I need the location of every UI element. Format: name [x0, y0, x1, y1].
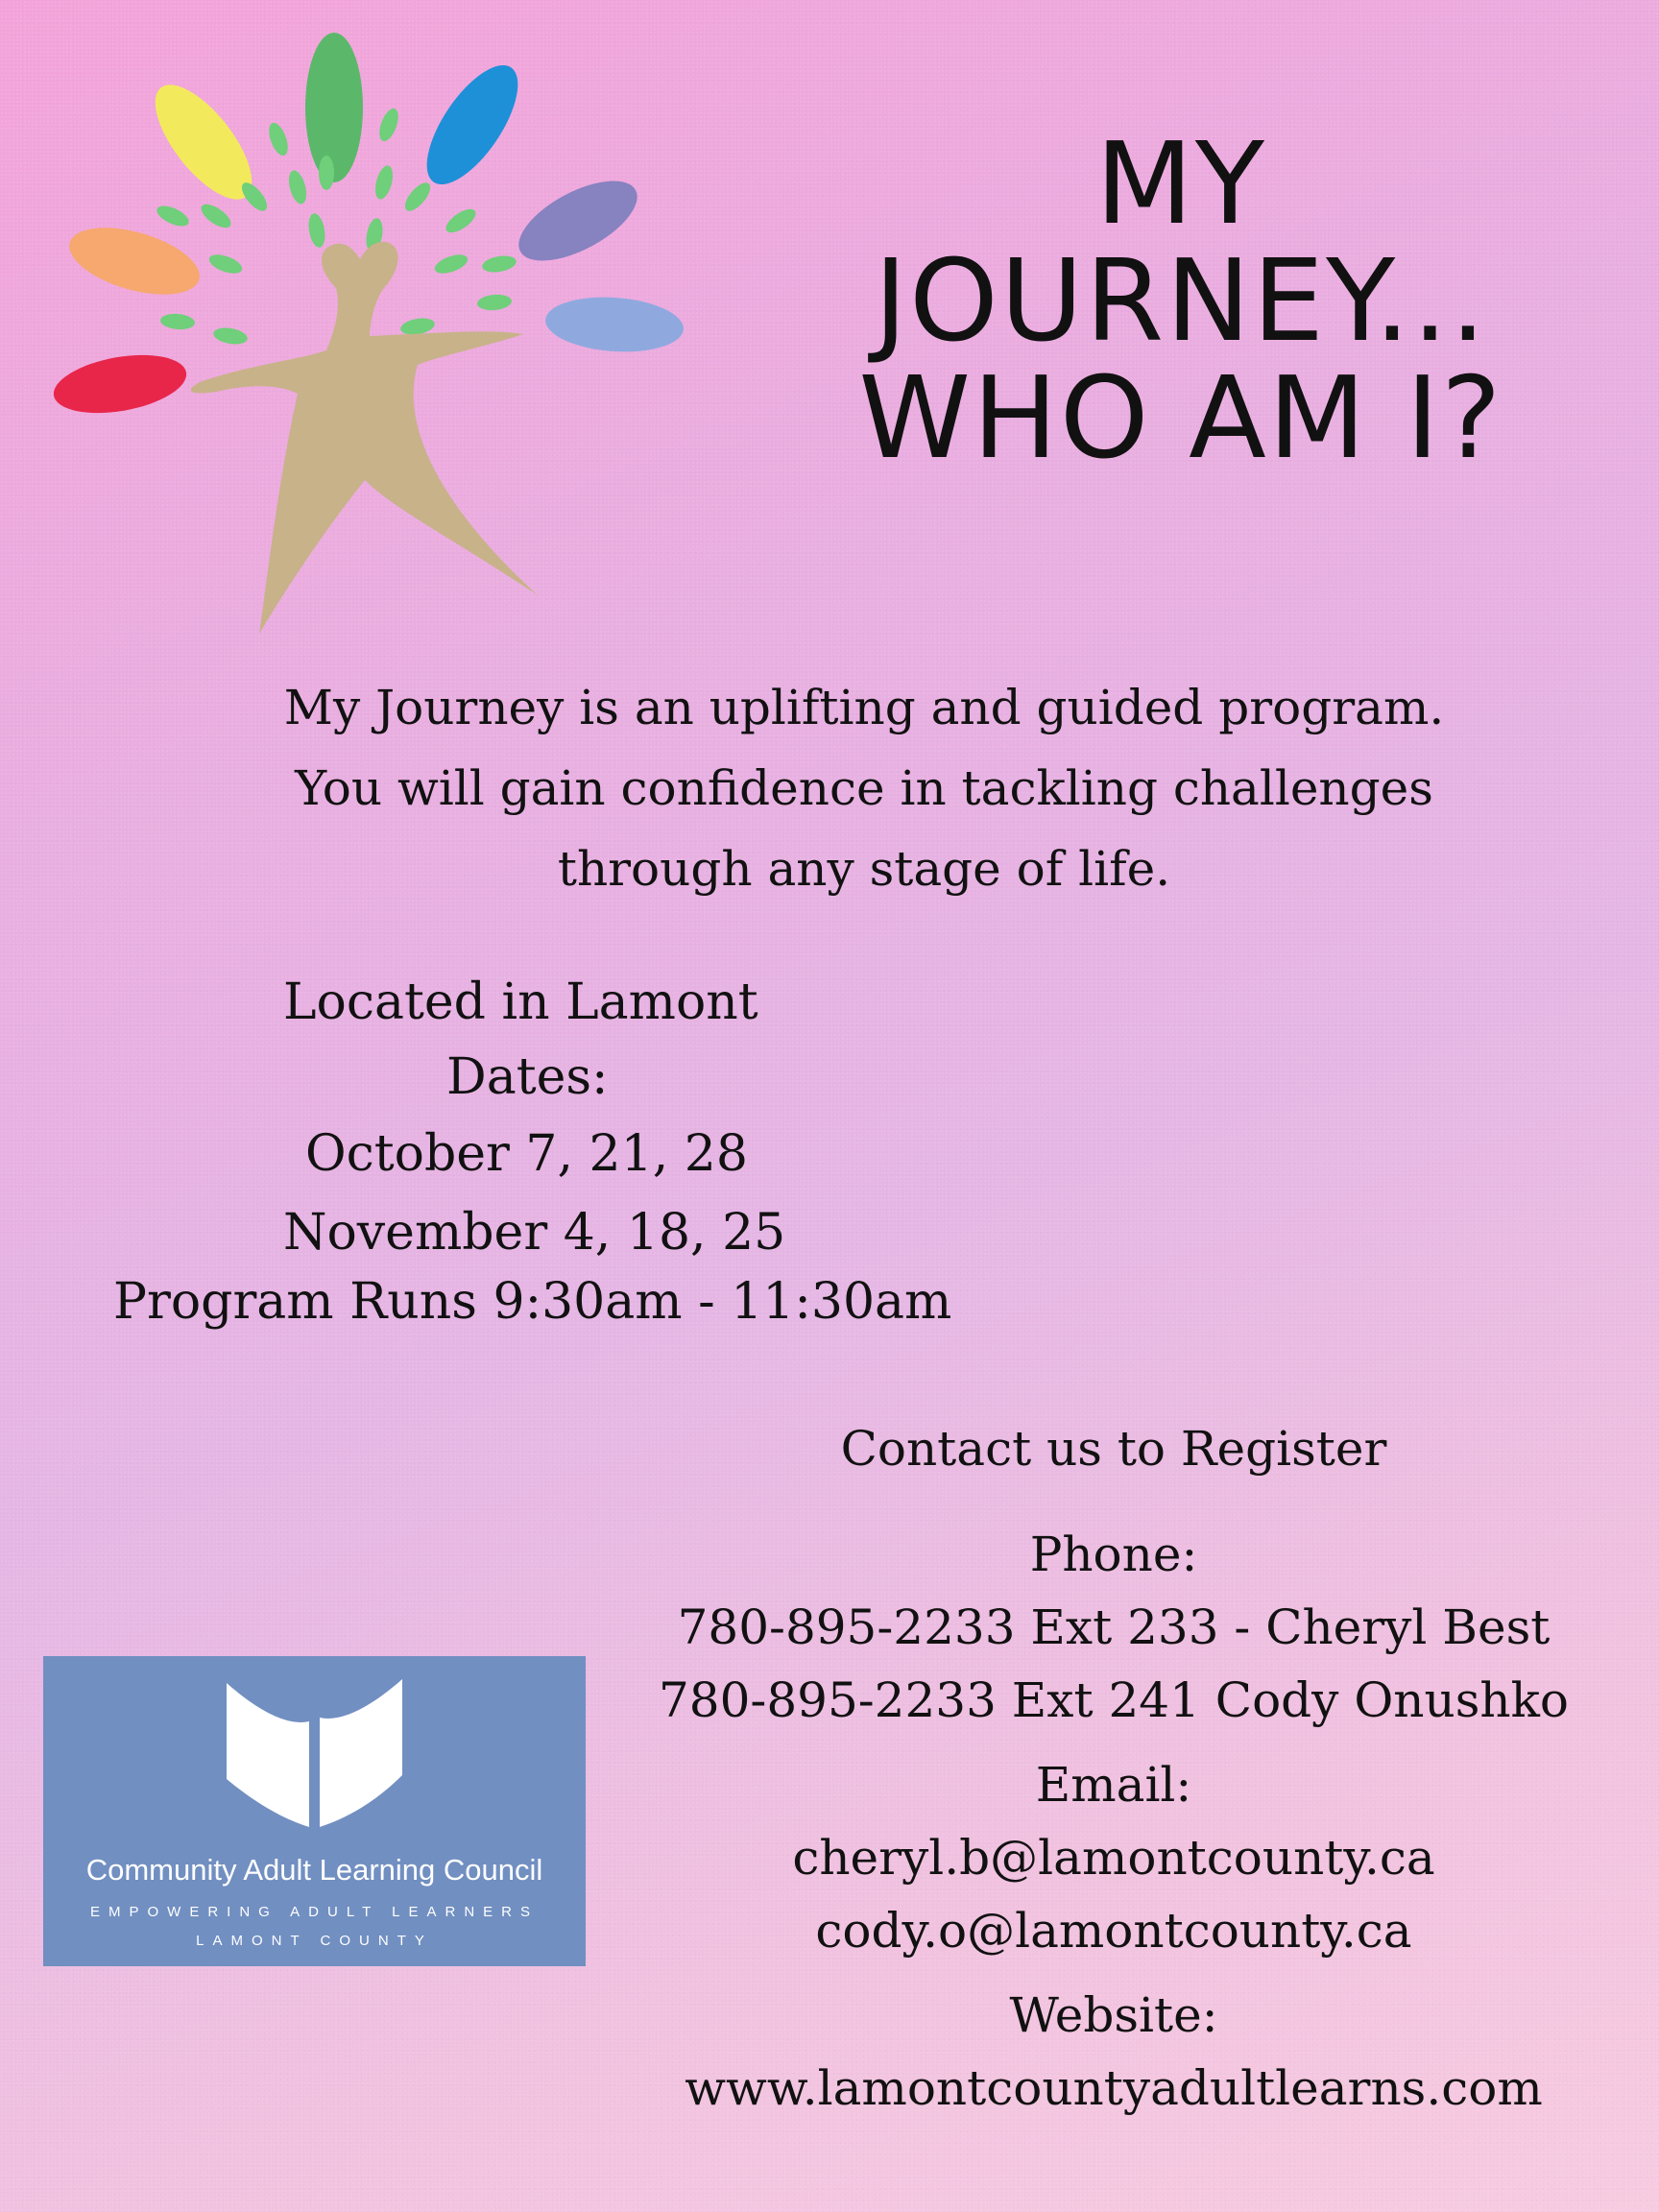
- title-line-2: JOURNEY...: [874, 234, 1488, 367]
- october-dates: October 7, 21, 28: [305, 1125, 748, 1183]
- dates-label: Dates:: [446, 1048, 609, 1106]
- contact-heading: Contact us to Register: [840, 1421, 1387, 1477]
- intro-paragraph: [144, 667, 1584, 909]
- november-dates: November 4, 18, 25: [283, 1204, 786, 1262]
- intro-line-3: through any stage of life.: [557, 841, 1171, 897]
- organization-name: Community Adult Learning Council: [85, 1853, 543, 1887]
- tree-person-icon: [38, 29, 691, 643]
- organization-county: LAMONT COUNTY: [196, 1933, 433, 1949]
- petal-light-blue: [543, 293, 685, 356]
- organization-tagline: EMPOWERING ADULT LEARNERS: [90, 1904, 539, 1920]
- petal-purple: [507, 165, 649, 277]
- petal-green: [305, 33, 363, 182]
- email-cody[interactable]: cody.o@lamontcounty.ca: [815, 1903, 1412, 1959]
- program-time: Program Runs 9:30am - 11:30am: [113, 1273, 952, 1331]
- intro-line-2: You will gain confidence in tackling challenges: [295, 760, 1433, 816]
- website-link[interactable]: www.lamontcountyadultlearns.com: [685, 2060, 1543, 2116]
- organization-logo: [43, 1656, 586, 1966]
- intro-line-1: My Journey is an uplifting and guided program.: [283, 680, 1445, 735]
- title-line-3: WHO AM I?: [858, 351, 1503, 484]
- email-label: Email:: [1035, 1757, 1192, 1813]
- petal-orange: [61, 215, 206, 307]
- petal-red: [49, 346, 191, 421]
- phone-label: Phone:: [1029, 1527, 1198, 1582]
- website-label: Website:: [1009, 1987, 1218, 2043]
- title-line-1: MY: [1095, 117, 1266, 250]
- petal-blue: [410, 52, 535, 199]
- page-title: [787, 117, 1575, 484]
- email-cheryl[interactable]: cheryl.b@lamontcounty.ca: [792, 1830, 1435, 1886]
- location-text: Located in Lamont: [283, 974, 758, 1031]
- phone-cheryl[interactable]: 780-895-2233 Ext 233 - Cheryl Best: [677, 1599, 1551, 1655]
- phone-cody[interactable]: 780-895-2233 Ext 241 Cody Onushko: [659, 1672, 1569, 1728]
- open-book-icon: [221, 1673, 408, 1832]
